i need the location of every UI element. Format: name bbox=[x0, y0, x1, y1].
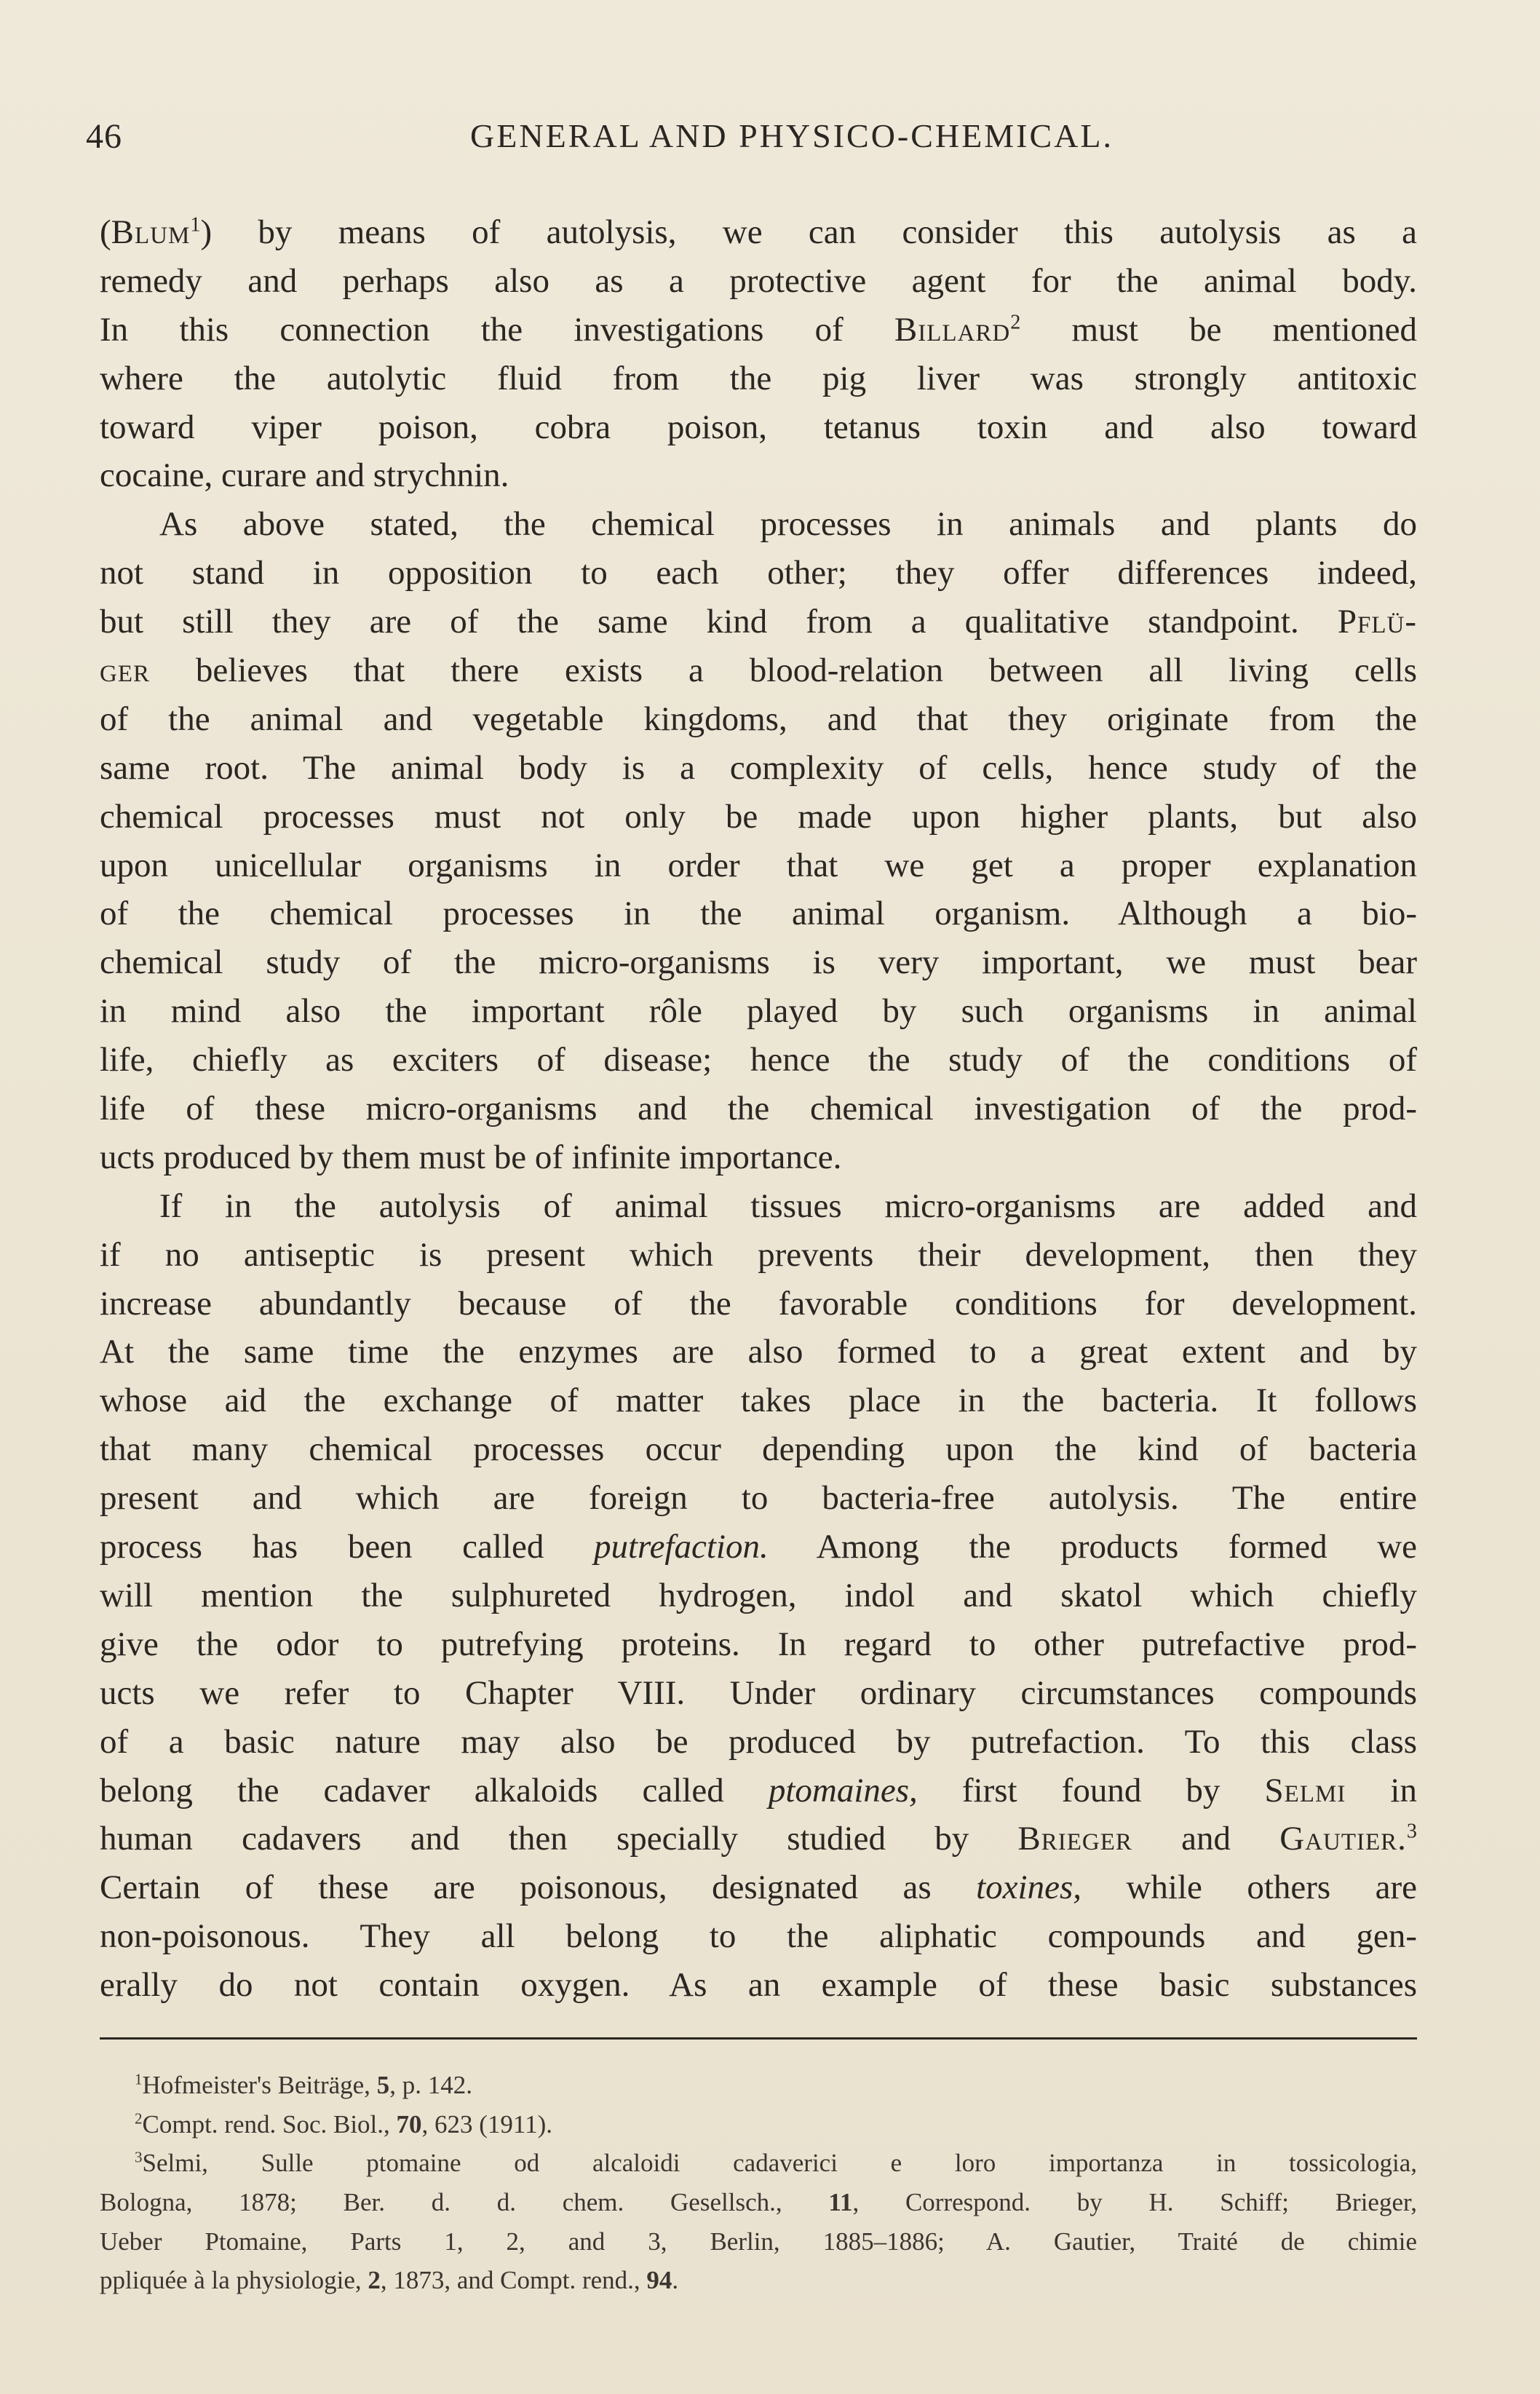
footnote-continuation: Ueber Ptomaine, Parts 1, 2, and 3, Berlin, 1885–1886; A. Gautier, Traité de chimie bbox=[100, 2227, 1417, 2256]
footnote: $^3$Selmi, Sulle ptomaine od alcaloidi cadaverici e loro importanza in tossicologia, bbox=[135, 2148, 1417, 2178]
text-line: give the odor to putrefying proteins. In regard to other putrefactive prod- bbox=[100, 1625, 1417, 1663]
paragraph-start: If in the autolysis of animal tissues micro-organisms are added and bbox=[159, 1186, 1417, 1225]
text-line: Certain of these are poisonous, designated as toxines, while others are bbox=[100, 1868, 1417, 1907]
text-line: increase abundantly because of the favorable conditions for development. bbox=[100, 1284, 1417, 1323]
text-line: belong the cadaver alkaloids called ptomaines, first found by Selmi in bbox=[100, 1771, 1417, 1810]
footnote: $^1$Hofmeister's Beiträge, 5, p. 142. bbox=[135, 2070, 472, 2099]
page-header bbox=[86, 116, 1454, 160]
text-line: In this connection the investigations of Billard$^2$ must be mentioned bbox=[100, 310, 1418, 349]
text-line: ucts we refer to Chapter VIII. Under ordinary circumstances compounds bbox=[100, 1673, 1417, 1712]
text-line: life of these micro-organisms and the chemical investigation of the prod- bbox=[100, 1090, 1417, 1128]
running-title: GENERAL AND PHYSICO-CHEMICAL. bbox=[470, 117, 1114, 154]
text-line: life, chiefly as exciters of disease; hence the study of the conditions of bbox=[100, 1041, 1417, 1079]
text-line: human cadavers and then specially studied by Brieger and Gautier.$^3$ bbox=[100, 1820, 1417, 1858]
footnotes bbox=[100, 2066, 1417, 2300]
page-number: 46 bbox=[86, 117, 122, 156]
text-line: ucts produced by them must be of infinite importance. bbox=[100, 1138, 842, 1176]
body-text bbox=[100, 208, 1417, 2010]
text-line: if no antiseptic is present which prevents their development, then they bbox=[100, 1235, 1417, 1274]
text-line: (Blum$^1$) by means of autolysis, we can consider this autolysis as a bbox=[100, 213, 1417, 251]
footnote-divider bbox=[100, 2037, 1417, 2040]
text-line: chemical study of the micro-organisms is very important, we must bear bbox=[100, 943, 1417, 982]
text-line: upon unicellular organisms in order that we get a proper explanation bbox=[100, 846, 1417, 884]
text-line: present and which are foreign to bacteria-free autolysis. The entire bbox=[100, 1479, 1417, 1518]
text-line: that many chemical processes occur depending upon the kind of bacteria bbox=[100, 1430, 1417, 1469]
text-line: but still they are of the same kind from a qualitative standpoint. Pflü- bbox=[100, 603, 1417, 641]
text-line: of the animal and vegetable kingdoms, and that they originate from the bbox=[100, 699, 1417, 738]
text-line: remedy and perhaps also as a protective agent for the animal body. bbox=[100, 261, 1417, 300]
text-line: toward viper poison, cobra poison, tetanus toxin and also toward bbox=[100, 408, 1417, 446]
text-line: ger believes that there exists a blood-relation between all living cells bbox=[100, 651, 1417, 690]
text-line: will mention the sulphureted hydrogen, indol and skatol which chiefly bbox=[100, 1576, 1417, 1614]
text-line: of a basic nature may also be produced by putrefaction. To this class bbox=[100, 1722, 1417, 1761]
text-line: non-poisonous. They all belong to the aliphatic compounds and gen- bbox=[100, 1917, 1417, 1956]
text-line: cocaine, curare and strychnin. bbox=[100, 456, 509, 495]
text-line: whose aid the exchange of matter takes place in the bacteria. It follows bbox=[100, 1382, 1417, 1420]
paragraph-start: As above stated, the chemical processes in animals and plants do bbox=[159, 505, 1417, 544]
text-line: chemical processes must not only be made upon higher plants, but also bbox=[100, 797, 1417, 836]
text-line: same root. The animal body is a complexity of cells, hence study of the bbox=[100, 748, 1417, 787]
text-line: erally do not contain oxygen. As an example of these basic substances bbox=[100, 1966, 1417, 2005]
text-line: in mind also the important rôle played by such organisms in animal bbox=[100, 992, 1417, 1031]
footnote-continuation: ppliquée à la physiologie, 2, 1873, and Compt. rend., 94. bbox=[100, 2266, 679, 2295]
footnote: $^2$Compt. rend. Soc. Biol., 70, 623 (1911). bbox=[135, 2109, 553, 2139]
footnote-continuation: Bologna, 1878; Ber. d. d. chem. Gesellsch., 11, Correspond. by H. Schiff; Brieger, bbox=[100, 2188, 1417, 2217]
text-line: process has been called putrefaction. Among the products formed we bbox=[100, 1528, 1417, 1566]
text-line: of the chemical processes in the animal organism. Although a bio- bbox=[100, 895, 1417, 933]
text-line: not stand in opposition to each other; they offer differences indeed, bbox=[100, 554, 1417, 592]
text-line: At the same time the enzymes are also formed to a great extent and by bbox=[100, 1333, 1417, 1371]
text-line: where the autolytic fluid from the pig liver was strongly antitoxic bbox=[100, 359, 1417, 397]
